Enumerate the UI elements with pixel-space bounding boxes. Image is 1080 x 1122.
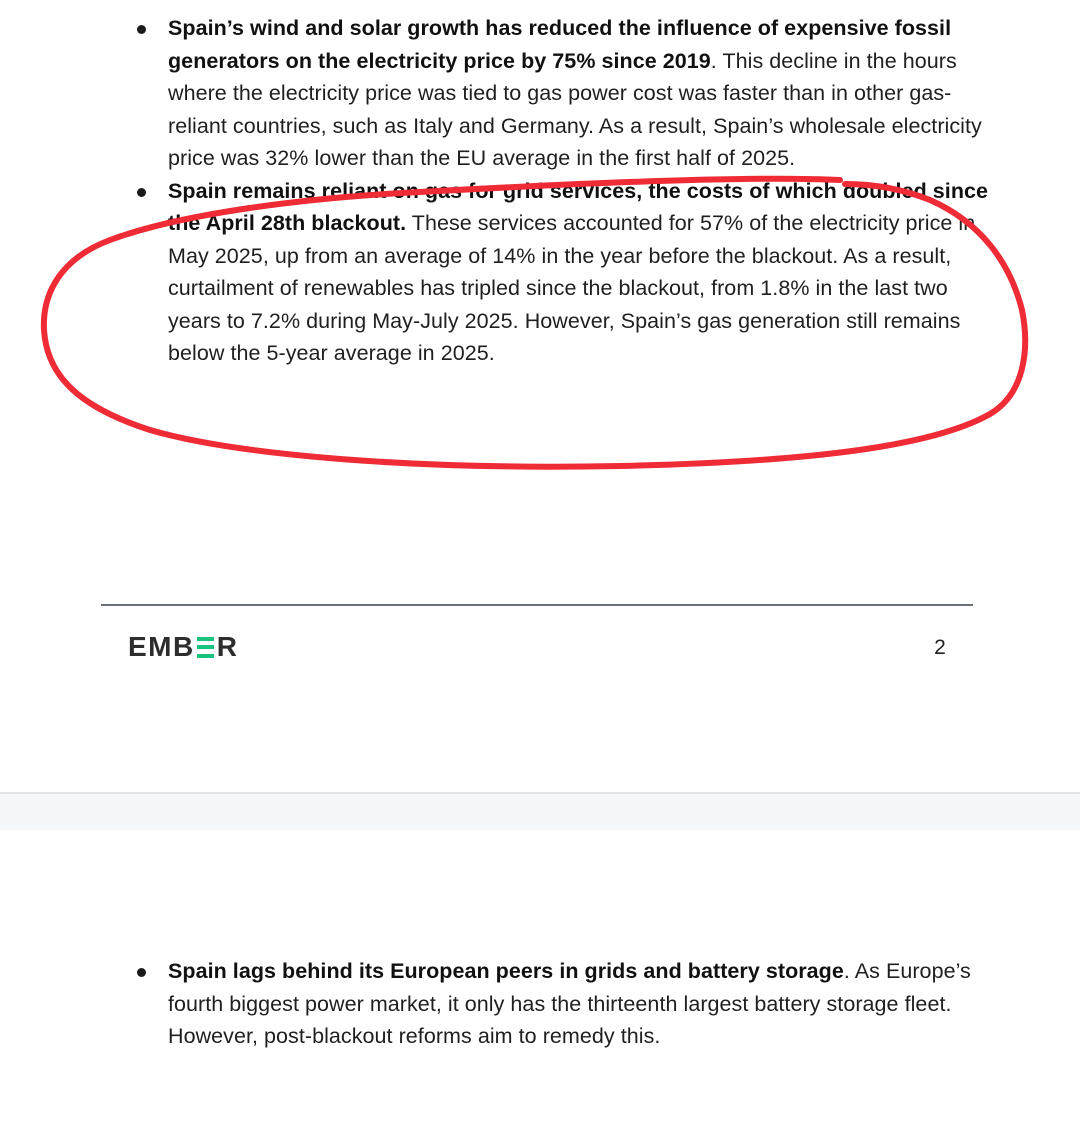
ember-logo-bars-icon bbox=[197, 637, 214, 658]
bullet-body-text: These services accounted for 57% of the electricity price in May 2025, up from an average of 14% in the year before the blackout. As a result, curtailment of renewables has tripled since the blackout, from 1.8% in the last two years to 7.2% during May-July 2025. However, Spain’s gas generation still remains below the 5-year average in 2025. bbox=[168, 211, 976, 365]
bullet-grids-battery-storage bbox=[168, 955, 988, 1053]
bullet-body-text: . As Europe’s fourth biggest power market, it only has the thirteenth largest battery storage fleet. However, post-blackout reforms aim to remedy this. bbox=[168, 959, 971, 1048]
page-number: 2 bbox=[934, 636, 946, 659]
footer-divider bbox=[101, 604, 973, 606]
bullet-bold-lead: Spain lags behind its European peers in grids and battery storage bbox=[168, 959, 844, 983]
bullet-dot-icon bbox=[137, 25, 146, 34]
bullet-wind-solar-growth bbox=[168, 12, 988, 175]
bullet-bold-lead: Spain’s wind and solar growth has reduced the influence of expensive fossil generators on the electricity price by 75% since 2019 bbox=[168, 16, 952, 73]
ember-logo: EMB R bbox=[128, 631, 239, 662]
key-findings-list bbox=[168, 12, 988, 370]
bullet-body-text: . This decline in the hours where the electricity price was tied to gas power cost was faster than in other gas-reliant countries, such as Italy and Germany. As a result, Spain’s wholesale electricity price was 32% lower than the EU average in the first half of 2025. bbox=[168, 48, 982, 170]
key-findings-list-continued bbox=[168, 955, 988, 1053]
page-separator bbox=[0, 792, 1080, 830]
document-page-2 bbox=[0, 830, 1080, 1122]
bullet-dot-icon bbox=[137, 968, 146, 977]
bullet-bold-lead: Spain remains reliant on gas for grid services, the costs of which doubled since the April 28th blackout. bbox=[168, 178, 989, 235]
bullet-dot-icon bbox=[137, 188, 146, 197]
bullet-gas-grid-services bbox=[168, 175, 988, 370]
